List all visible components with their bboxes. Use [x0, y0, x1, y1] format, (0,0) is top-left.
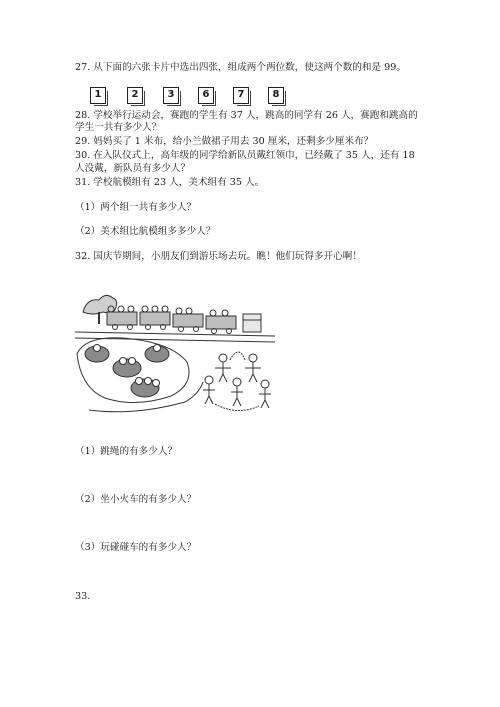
q32-sub3: （3）玩碰碰车的有多少人？	[75, 542, 197, 553]
q29-line1: 29. 妈妈买了 1 米布，给小兰做裙子用去 30 厘米，还剩多少厘米布？	[75, 136, 374, 147]
number-card: 8	[268, 87, 284, 104]
q27-text: 27. 从下面的六张卡片中选出四张，组成两个两位数，使这两个数的和是 99。	[75, 62, 406, 73]
q32-line1: 32. 国庆节期间，小朋友们到游乐场去玩。瞧！他们玩得多开心啊！	[75, 251, 362, 262]
q30-line1: 30. 在入队仪式上，高年级的同学给新队员戴红领巾，已经戴了 35 人，还有 18	[75, 150, 415, 161]
amusement-park-illustration	[75, 284, 281, 418]
q28-line1: 28. 学校举行运动会，赛跑的学生有 37 人，跳高的同学有 26 人，赛跑和跳高的	[75, 110, 418, 121]
number-card: 3	[163, 87, 179, 104]
number-card: 6	[198, 87, 214, 104]
q30-line2: 人没戴，新队员有多少人？	[75, 163, 191, 174]
q31-sub2: （2）美术组比航模组多多少人？	[75, 226, 216, 237]
q33-line1: 33.	[75, 591, 91, 602]
q28-line2: 学生一共有多少人？	[75, 122, 162, 133]
number-card: 2	[127, 87, 143, 104]
number-card: 1	[90, 87, 106, 104]
q32-sub2: （2）坐小火车的有多少人？	[75, 494, 197, 505]
number-card: 7	[233, 87, 249, 104]
q31-line1: 31. 学校航模组有 23 人，美术组有 35 人。	[75, 177, 265, 188]
q32-sub1: （1）跳绳的有多少人？	[75, 446, 178, 457]
q31-sub1: （1）两个组一共有多少人？	[75, 202, 197, 213]
